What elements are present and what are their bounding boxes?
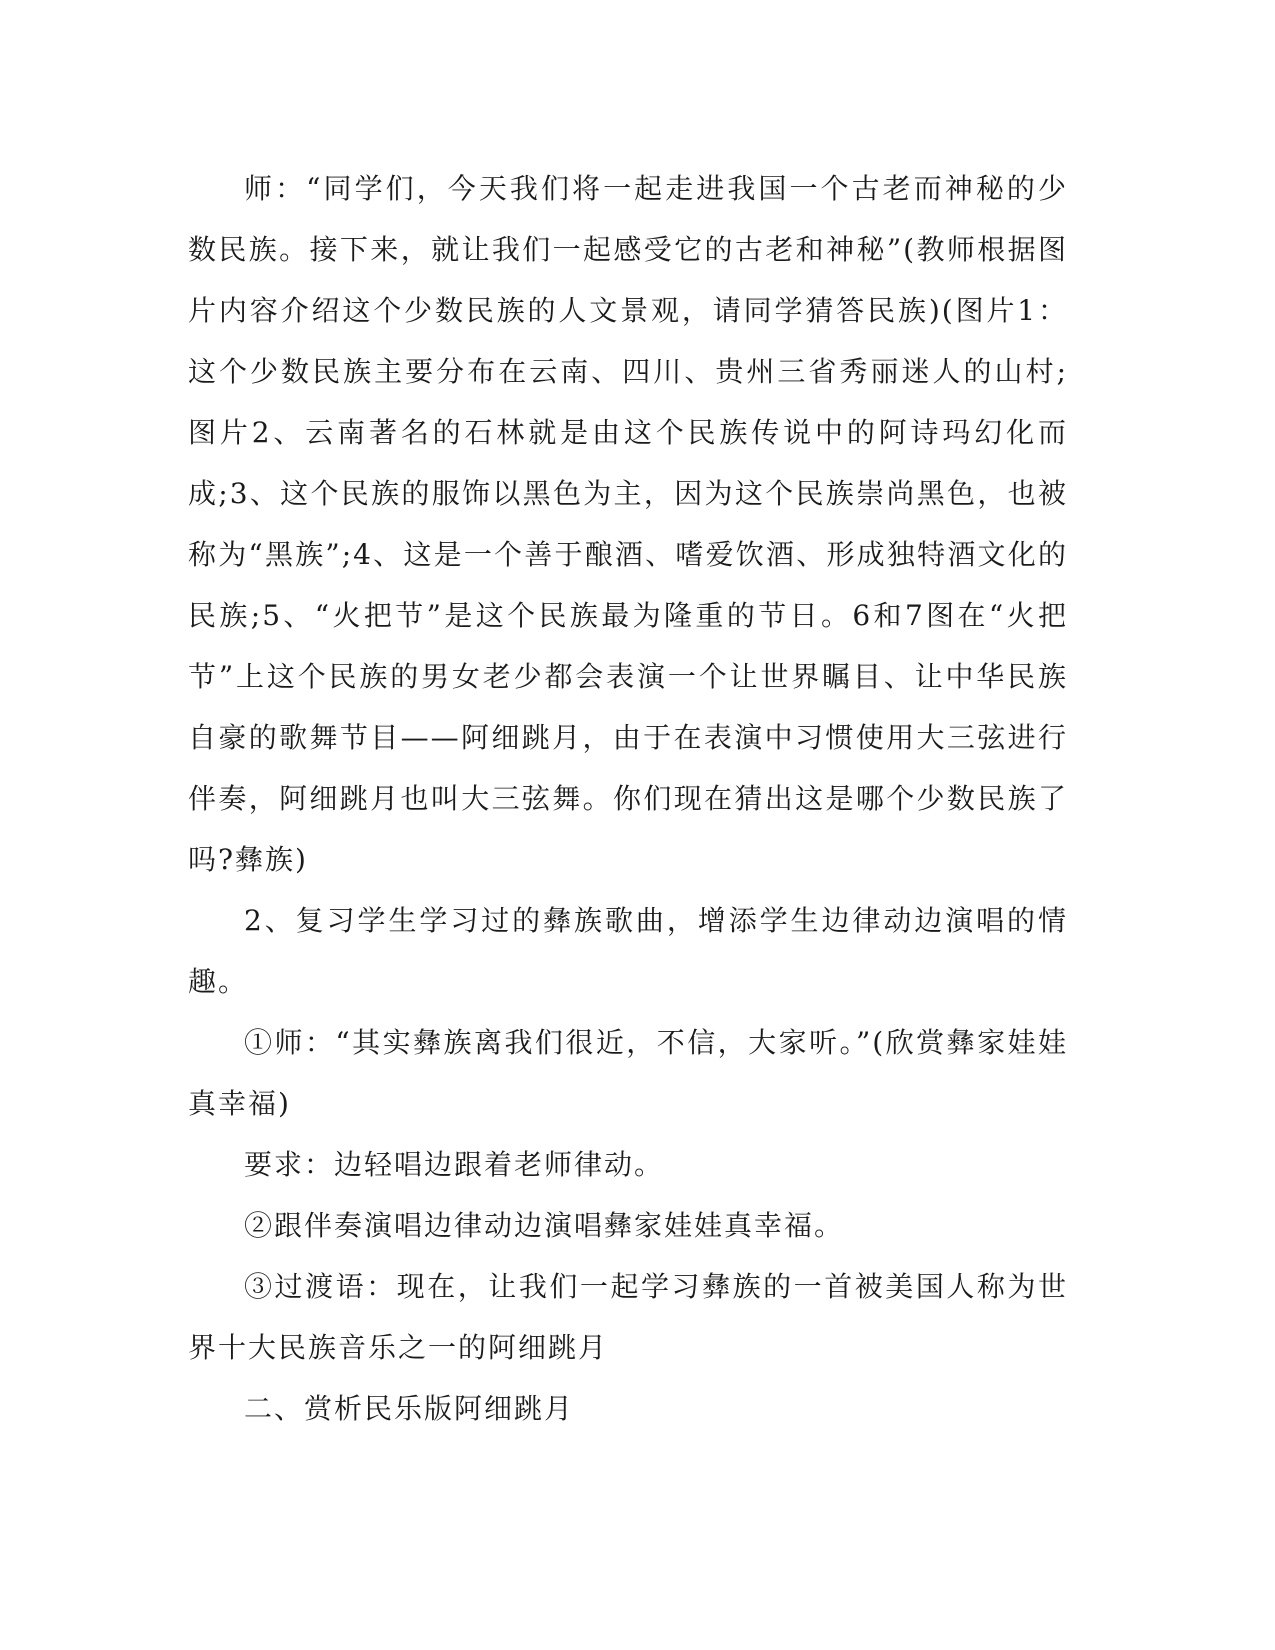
- document-body: [188, 158, 1068, 1439]
- paragraph-step-1: ①师：“其实彝族离我们很近，不信，大家听。”(欣赏彝家娃娃真幸福): [188, 1026, 1068, 1120]
- paragraph-review-songs: 2、复习学生学习过的彝族歌曲，增添学生边律动边演唱的情趣。: [188, 904, 1068, 998]
- paragraph-step-2: ②跟伴奏演唱边律动边演唱彝家娃娃真幸福。: [244, 1209, 845, 1242]
- paragraph-teacher-intro: 师：“同学们，今天我们将一起走进我国一个古老而神秘的少数民族。接下来，就让我们一起感受它的古老和神秘”(教师根据图片内容介绍这个少数民族的人文景观，请同学猜答民族)(图片1：这个少数民族主要分布在云南、四川、贵州三省秀丽迷人的山村;图片2、云南著名的石林就是由这个民族传说中的阿诗玛幻化而成;3、这个民族的服饰以黑色为主，因为这个民族崇尚黑色，也被称为“黑族”;4、这是一个善于酿酒、嗜爱饮酒、形成独特酒文化的民族;5、“火把节”是这个民族最为隆重的节日。6和7图在“火把节”上这个民族的男女老少都会表演一个让世界瞩目、让中华民族自豪的歌舞节目——阿细跳月，由于在表演中习惯使用大三弦进行伴奏，阿细跳月也叫大三弦舞。你们现在猜出这是哪个少数民族了吗?彝族): [188, 172, 1068, 876]
- paragraph-requirement: 要求：边轻唱边跟着老师律动。: [244, 1148, 665, 1181]
- section-heading-appreciation: 二、赏析民乐版阿细跳月: [244, 1392, 575, 1425]
- paragraph-step-3: ③过渡语：现在，让我们一起学习彝族的一首被美国人称为世界十大民族音乐之一的阿细跳月: [188, 1270, 1068, 1364]
